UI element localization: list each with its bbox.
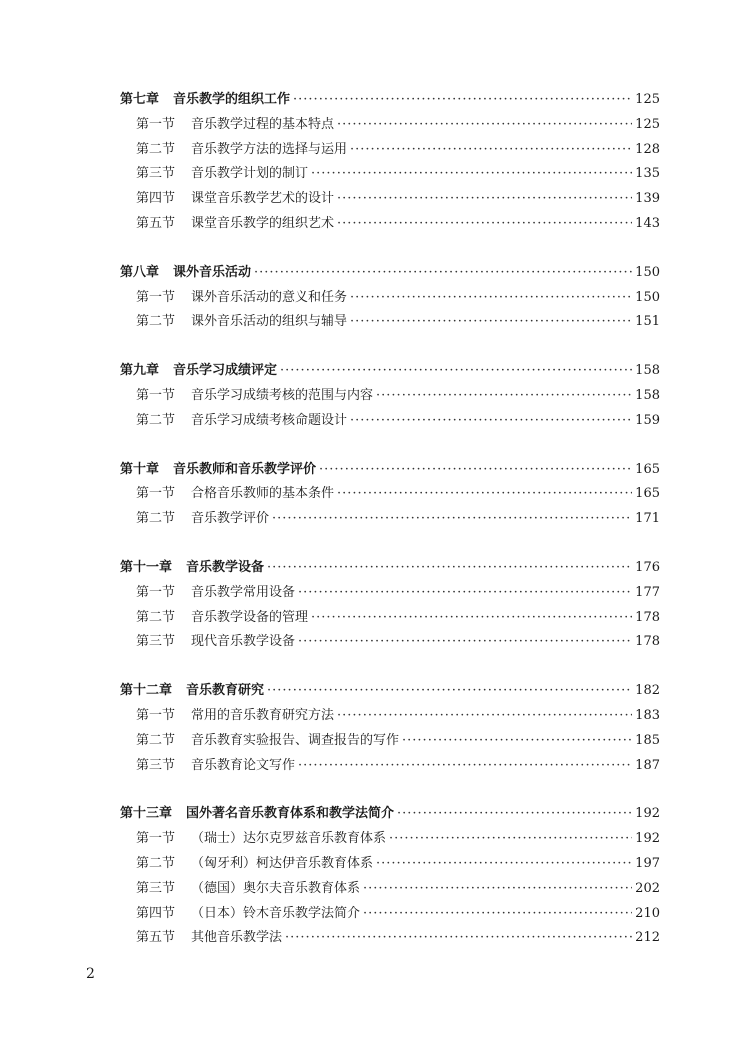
dot-leader xyxy=(337,191,632,206)
chapter-title: 音乐教学设备 xyxy=(186,559,265,575)
dot-leader xyxy=(285,930,632,945)
page-ref: 128 xyxy=(635,141,660,157)
chapter-number: 第八章 xyxy=(120,264,160,280)
section-title: 合格音乐教师的基本条件 xyxy=(191,486,335,502)
page-ref: 125 xyxy=(635,92,660,107)
section-number: 第二节 xyxy=(136,732,176,748)
section-number: 第一节 xyxy=(136,707,176,723)
section-number: 第二节 xyxy=(136,855,176,871)
page-ref: 158 xyxy=(635,387,660,403)
section-number: 第一节 xyxy=(136,289,176,305)
dot-leader xyxy=(350,142,632,157)
toc-section-entry xyxy=(120,113,660,138)
section-number: 第二节 xyxy=(136,141,176,157)
section-title: （日本）铃木音乐教学法简介 xyxy=(191,905,361,921)
toc-section-entry xyxy=(120,507,660,532)
section-number: 第五节 xyxy=(136,215,176,231)
section-number: 第四节 xyxy=(136,191,176,207)
page-ref: 183 xyxy=(635,707,660,723)
page-ref: 182 xyxy=(635,683,660,699)
page-ref: 197 xyxy=(635,855,660,871)
page-ref: 150 xyxy=(635,264,660,280)
section-number: 第五节 xyxy=(136,930,176,946)
dot-leader xyxy=(337,117,632,132)
section-title: 音乐教学常用设备 xyxy=(191,584,296,600)
toc-section-entry xyxy=(120,187,660,212)
chapter-title: 音乐教学的组织工作 xyxy=(173,92,291,107)
section-title: 课堂音乐教学艺术的设计 xyxy=(191,191,335,207)
toc-chapter-entry xyxy=(120,679,660,704)
page-ref: 187 xyxy=(635,757,660,773)
section-number: 第二节 xyxy=(136,314,176,330)
dot-leader xyxy=(350,314,632,329)
toc-section-entry xyxy=(120,902,660,927)
section-number: 第三节 xyxy=(136,166,176,182)
dot-leader xyxy=(376,856,632,871)
chapter-number: 第七章 xyxy=(120,92,160,107)
toc-chapter-block xyxy=(120,458,660,532)
section-title: 音乐学习成绩考核的范围与内容 xyxy=(191,387,374,403)
section-number: 第三节 xyxy=(136,757,176,773)
toc-chapter-block xyxy=(120,556,660,655)
toc-section-entry xyxy=(120,138,660,163)
dot-leader xyxy=(337,708,632,723)
section-title: 音乐教学设备的管理 xyxy=(191,609,309,625)
dot-leader xyxy=(298,758,632,773)
chapter-number: 第十章 xyxy=(120,461,160,477)
dot-leader xyxy=(402,733,632,748)
section-title: 课外音乐活动的组织与辅导 xyxy=(191,314,348,330)
page-ref: 178 xyxy=(635,634,660,650)
page-ref: 177 xyxy=(635,584,660,600)
chapter-number: 第十二章 xyxy=(120,683,173,699)
page-ref: 210 xyxy=(635,905,660,921)
section-title: （德国）奥尔夫音乐教育体系 xyxy=(191,880,361,896)
section-title: 课外音乐活动的意义和任务 xyxy=(191,289,348,305)
toc-chapter-block xyxy=(120,679,660,778)
toc-section-entry xyxy=(120,482,660,507)
toc-chapter-entry xyxy=(120,556,660,581)
toc-section-entry xyxy=(120,827,660,852)
chapter-title: 课外音乐活动 xyxy=(173,264,252,280)
section-number: 第一节 xyxy=(136,116,176,132)
chapter-number: 第十一章 xyxy=(120,559,173,575)
toc-section-entry xyxy=(120,630,660,655)
section-number: 第一节 xyxy=(136,584,176,600)
page-ref: 171 xyxy=(635,511,660,527)
section-number: 第二节 xyxy=(136,609,176,625)
page-ref: 202 xyxy=(635,880,660,896)
page-ref: 143 xyxy=(635,215,660,231)
toc-chapter-entry xyxy=(120,88,660,113)
dot-leader xyxy=(397,806,632,821)
section-number: 第三节 xyxy=(136,880,176,896)
page-ref: 139 xyxy=(635,191,660,207)
section-title: 常用的音乐教育研究方法 xyxy=(191,707,335,723)
toc-chapter-entry xyxy=(120,359,660,384)
chapter-title: 音乐教师和音乐教学评价 xyxy=(173,461,317,477)
section-number: 第一节 xyxy=(136,831,176,847)
toc-chapter-entry xyxy=(120,261,660,286)
section-number: 第三节 xyxy=(136,634,176,650)
section-title: 音乐学习成绩考核命题设计 xyxy=(191,412,348,428)
section-number: 第一节 xyxy=(136,486,176,502)
dot-leader xyxy=(363,881,632,896)
dot-leader xyxy=(267,683,632,698)
page-ref: 212 xyxy=(635,930,660,946)
dot-leader xyxy=(337,216,632,231)
toc-section-entry xyxy=(120,286,660,311)
toc-section-entry xyxy=(120,581,660,606)
toc-section-entry xyxy=(120,606,660,631)
toc-section-entry xyxy=(120,729,660,754)
page-ref: 192 xyxy=(635,831,660,847)
page-ref: 176 xyxy=(635,559,660,575)
chapter-number: 第十三章 xyxy=(120,806,173,822)
page-ref: 125 xyxy=(635,116,660,132)
page-ref: 178 xyxy=(635,609,660,625)
page-ref: 135 xyxy=(635,166,660,182)
toc-chapter-block xyxy=(120,359,660,433)
section-title: 音乐教学方法的选择与运用 xyxy=(191,141,348,157)
chapter-title: 音乐教育研究 xyxy=(186,683,265,699)
section-title: 其他音乐教学法 xyxy=(191,930,283,946)
dot-leader xyxy=(363,906,632,921)
toc-section-entry xyxy=(120,310,660,335)
dot-leader xyxy=(298,585,632,600)
dot-leader xyxy=(319,462,632,477)
page-ref: 150 xyxy=(635,289,660,305)
page-ref: 185 xyxy=(635,732,660,748)
toc-section-entry xyxy=(120,384,660,409)
section-title: （匈牙利）柯达伊音乐教育体系 xyxy=(191,855,374,871)
page-ref: 158 xyxy=(635,363,660,379)
section-title: 音乐教学计划的制订 xyxy=(191,166,309,182)
section-title: 音乐教育实验报告、调查报告的写作 xyxy=(191,732,400,748)
dot-leader xyxy=(280,363,632,378)
dot-leader xyxy=(267,560,632,575)
toc-chapter-block xyxy=(120,261,660,335)
toc-section-entry xyxy=(120,877,660,902)
toc-section-entry xyxy=(120,754,660,779)
toc-section-entry xyxy=(120,926,660,951)
toc-section-entry xyxy=(120,212,660,237)
dot-leader xyxy=(376,388,632,403)
section-title: 音乐教育论文写作 xyxy=(191,757,296,773)
dot-leader xyxy=(254,265,632,280)
page-number: 2 xyxy=(86,966,95,982)
page-ref: 165 xyxy=(635,461,660,477)
toc-chapter-block xyxy=(120,802,660,951)
toc-section-entry xyxy=(120,704,660,729)
section-title: 音乐教学过程的基本特点 xyxy=(191,116,335,132)
section-number: 第二节 xyxy=(136,511,176,527)
section-number: 第四节 xyxy=(136,905,176,921)
toc-section-entry xyxy=(120,162,660,187)
dot-leader xyxy=(311,166,632,181)
toc-section-entry xyxy=(120,852,660,877)
chapter-title: 音乐学习成绩评定 xyxy=(173,363,278,379)
section-number: 第二节 xyxy=(136,412,176,428)
dot-leader xyxy=(311,610,632,625)
toc-chapter-entry xyxy=(120,802,660,827)
section-number: 第一节 xyxy=(136,387,176,403)
dot-leader xyxy=(272,511,632,526)
page-ref: 159 xyxy=(635,412,660,428)
page-ref: 192 xyxy=(635,806,660,822)
page-ref: 151 xyxy=(635,314,660,330)
section-title: 现代音乐教学设备 xyxy=(191,634,296,650)
dot-leader xyxy=(350,413,632,428)
dot-leader xyxy=(389,831,632,846)
chapter-number: 第九章 xyxy=(120,363,160,379)
section-title: 音乐教学评价 xyxy=(191,511,270,527)
table-of-contents xyxy=(120,88,660,975)
toc-chapter-entry xyxy=(120,458,660,483)
section-title: （瑞士）达尔克罗兹音乐教育体系 xyxy=(191,831,387,847)
dot-leader xyxy=(293,92,632,107)
page-ref: 165 xyxy=(635,486,660,502)
section-title: 课堂音乐教学的组织艺术 xyxy=(191,215,335,231)
chapter-title: 国外著名音乐教育体系和教学法简介 xyxy=(186,806,395,822)
toc-section-entry xyxy=(120,409,660,434)
dot-leader xyxy=(337,486,632,501)
toc-chapter-block xyxy=(120,88,660,237)
dot-leader xyxy=(350,290,632,305)
dot-leader xyxy=(298,634,632,649)
